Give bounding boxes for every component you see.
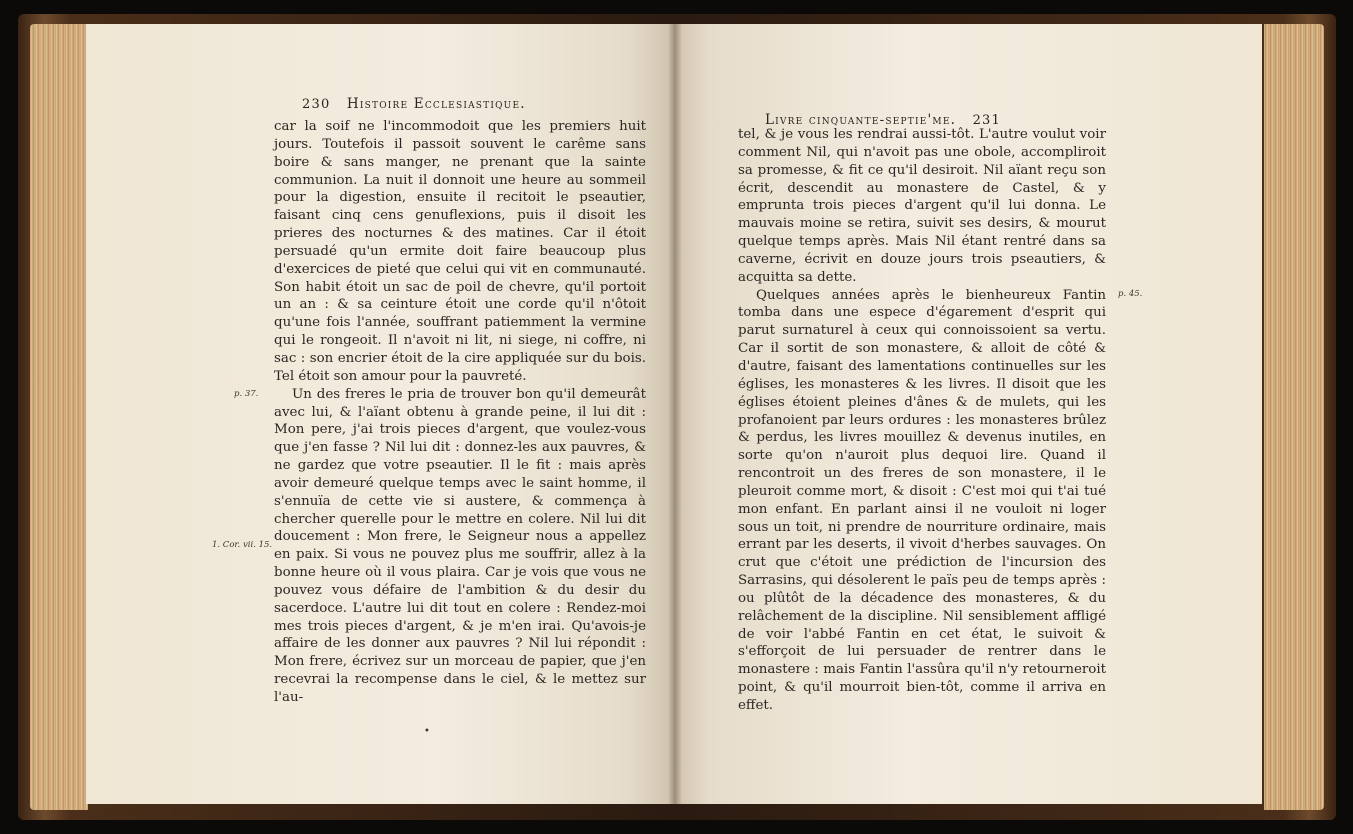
right-paragraph-2: Quelques années après le bienheureux Fantin tomba dans une espece d'égarement d'esprit qui parut surnaturel à ceux qui connoissoient sa vertu. Car il sortit de son monastere, & alloit de côté & d'autre, faisant des lamentations continuelles sur les églises, les monasteres & les livres. Il disoit que les églises étoient pleines d'ânes & de mulets, qui les profanoient par leurs ordures : les monasteres brûlez & perdus, les livres mouillez & devenus inutiles, en sorte qu'on n'auroit plus dequoi lire. Quand il rencontroit un des freres de son monastere, il le pleuroit comme mort, & disoit : C'est moi qui t'ai tué mon enfant. En parlant ainsi il ne vouloit ni loger sous un toit, ni prendre de nourriture ordinaire, mais errant par les deserts, il vivoit d'herbes sauvages. On crut que c'étoit une prédiction de l'incursion des Sarrasins, qui désolerent le païs peu de temps après : ou plûtôt de la décadence des monasteres, & du relâchement de la discipline. Nil sensiblement affligé de voir l'abbé Fantin en cet état, le suivoit & s'efforçoit de lui persuader de rentrer dans le monastere : mais Fantin l'assûra qu'il n'y retourneroit point, & qu'il mourroit bien-tôt, comme il arriva en effet. — [738, 287, 1106, 713]
left-page — [86, 24, 674, 804]
left-page-ornament: • — [424, 726, 430, 737]
left-page-number: 230 — [302, 97, 331, 112]
left-paragraph-1: car la soif ne l'incommodoit que les premiers huit jours. Toutefois il passoit souvent le carême sans boire & sans manger, ne prenant que la sainte communion. La nuit il donnoit une heure au sommeil pour la digestion, ensuite il recitoit le pseautier, faisant cinq cens genuflexions, puis il disoit les prieres des nocturnes & des matines. Car il étoit persuadé qu'un ermite doit faire beaucoup plus d'exercices de pieté que celui qui vit en communauté. Son habit étoit un sac de poil de chevre, qu'il portoit un an : & sa ceinture étoit une corde qu'il n'ôtoit qu'une fois l'année, souffrant patiemment la vermine qui le rongeoit. Il n'avoit ni lit, ni siege, ni coffre, ni sac : son encrier étoit de la cire appliquée sur du bois. Tel étoit son amour pour la pauvreté. — [274, 119, 646, 384]
left-page-text — [274, 118, 646, 707]
left-paragraph-2: Un des freres le pria de trouver bon qu'il demeurât avec lui, & l'aïant obtenu à grande peine, il lui dit : Mon pere, j'ai trois pieces d'argent, que voulez-vous que j'en fasse ? Nil lui dit : donnez-les aux pauvres, & ne gardez que votre pseautier. Il le fit : mais après avoir demeuré quelque temps avec le saint homme, il s'ennuïa de cette vie si austere, & commença à chercher querelle pour le mettre en colere. Nil lui dit doucement : Mon frere, le Seigneur nous a appellez en paix. Si vous ne pouvez plus me souffrir, allez à la bonne heure où il vous plaira. Car je vois que vous ne pouvez vous défaire de l'ambition & du desir du sacerdoce. L'autre lui dit tout en colere : Rendez-moi mes trois pieces d'argent, & je m'en irai. Qu'avois-je affaire de les donner aux pauvres ? Nil lui répondit : Mon frere, écrivez sur un morceau de papier, que j'en recevrai la recompense dans le ciel, & le mettez sur l'au- — [274, 386, 646, 705]
book-gutter — [668, 24, 682, 804]
left-running-header — [302, 96, 526, 112]
left-running-head: Histoire Ecclesiastique. — [346, 96, 526, 112]
right-margin-note-1: p. 45. — [1118, 289, 1143, 299]
right-page-edges — [1264, 24, 1324, 810]
right-page-number: 231 — [972, 113, 1001, 128]
right-page-text — [738, 126, 1106, 715]
left-margin-note-1: p. 37. — [234, 389, 259, 399]
left-page-edges — [30, 24, 88, 810]
right-paragraph-1: tel, & je vous les rendrai aussi-tôt. L'autre voulut voir comment Nil, qui n'avoit pas une obole, accompliroit sa promesse, & fit ce qu'il desiroit. Nil aïant reçu son écrit, descendit au monastere de Castel, & y emprunta trois pieces d'argent qu'il lui donna. Le mauvais moine se retira, suivit ses desirs, & mourut quelque temps après. Mais Nil étant rentré dans sa caverne, écrivit en douze jours trois pseautiers, & acquitta sa dette. — [738, 127, 1106, 285]
left-margin-note-2: 1. Cor. vii. 15. — [212, 540, 273, 550]
right-running-head: Livre cinquante-septie'me. — [765, 112, 957, 128]
right-page — [674, 24, 1262, 804]
book — [18, 14, 1336, 820]
